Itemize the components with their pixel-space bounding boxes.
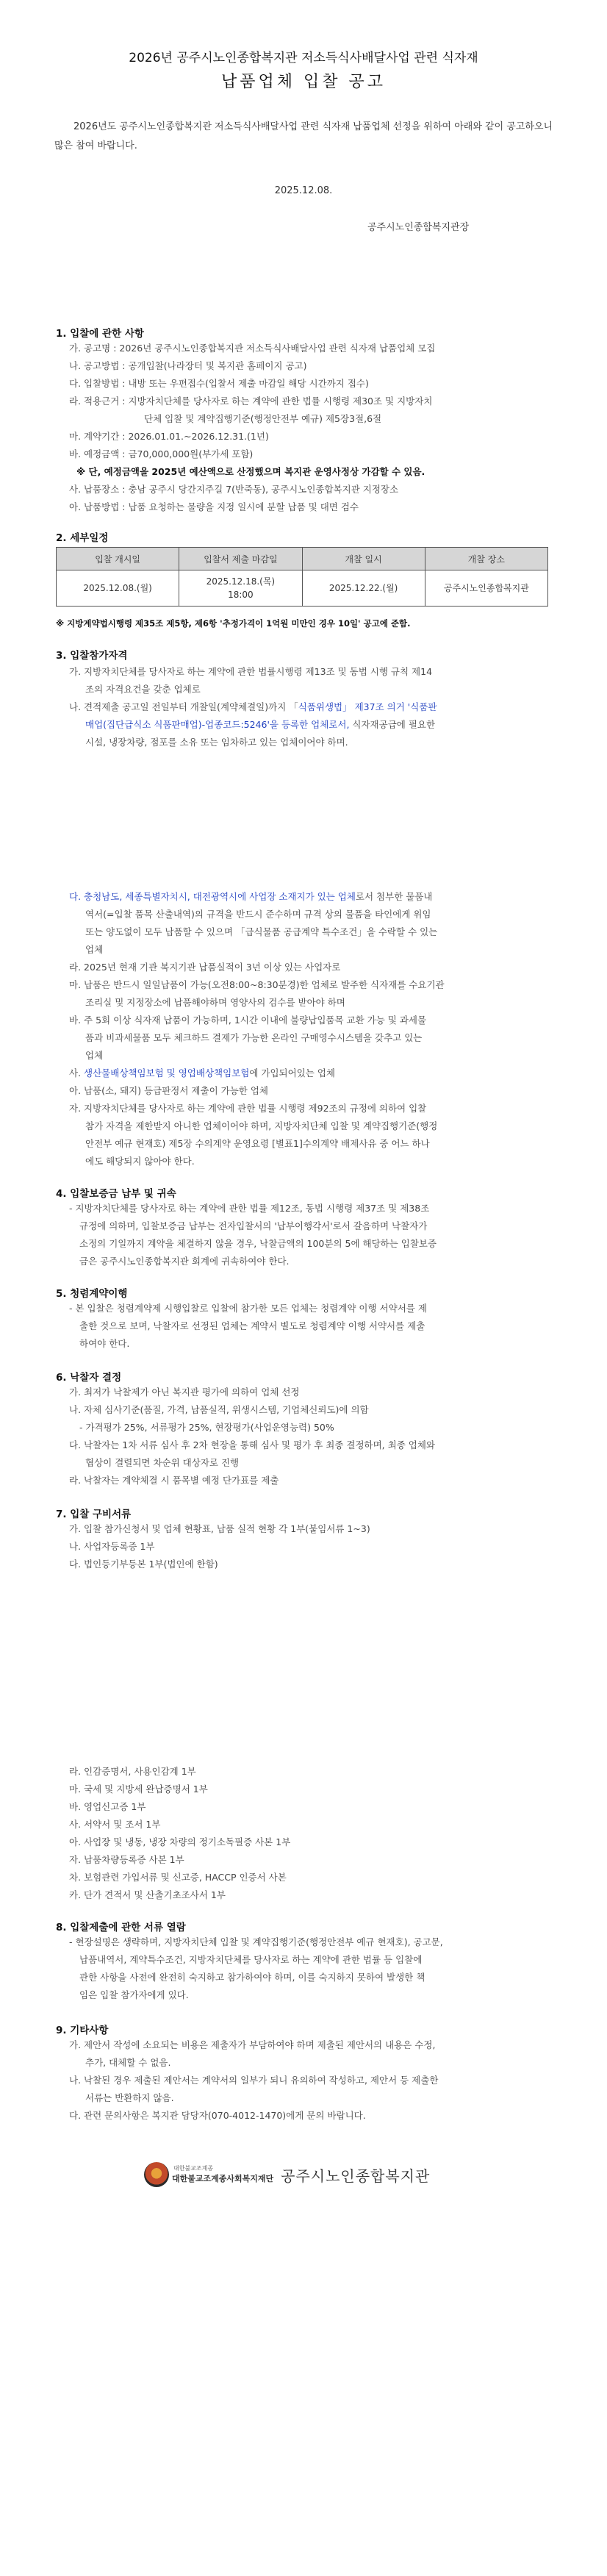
deadline-time: 18:00 [228, 590, 254, 600]
org-name: 공주시노인종합복지관 [281, 2167, 431, 2185]
section-7-heading: 7. 입찰 구비서류 [56, 1509, 132, 1520]
s5-line: 출한 것으로 보며, 낙찰자로 선정된 업체는 계약서 별도로 청렴계약 이행 서약서를 제출 [79, 1320, 425, 1331]
s6-line: 가. 최저가 낙찰제가 아닌 복지관 평가에 의하여 업체 선정 [69, 1387, 300, 1398]
s3-highlight: 다. 충청남도, 세종특별자치시, 대전광역시에 사업장 소재지가 있는 업체 [69, 891, 356, 902]
buddhist-seal-icon [144, 2162, 169, 2187]
s7-line: 바. 영업신고증 1부 [69, 1801, 146, 1812]
schedule-cell: 공주시노인종합복지관 [425, 570, 547, 607]
schedule-cell: 2025.12.22.(월) [302, 570, 425, 607]
schedule-note: ※ 지방계약법시행령 제35조 제5항, 제6항 '추정가격이 1억원 미만인 경우 10일' 공고에 준함. [56, 618, 411, 629]
s3-line: 업체 [85, 944, 104, 955]
s5-line: - 본 입찰은 청렴계약제 시행입찰로 입찰에 참가한 모든 업체는 청렴계약 이행 서약서를 제 [69, 1303, 427, 1314]
s1-line: 단체 입찰 및 계약집행기준(행정안전부 예규) 제5장3절,6절 [144, 413, 382, 424]
s7-line: 가. 입찰 참가신청서 및 업체 현황표, 납품 실적 현황 각 1부(붙임서류 1~3) [69, 1523, 370, 1534]
s1-line: 가. 공고명 : 2026년 공주시노인종합복지관 저소득식사배달사업 관련 식자재 납품업체 모집 [69, 343, 436, 354]
s1-line: 라. 적용근거 : 지방자치단체를 당사자로 하는 계약에 관한 법률 시행령 제30조 및 지방자치 [69, 396, 433, 407]
s4-line: 규정에 의하며, 입찰보증금 납부는 전자입찰서의 '납부이행각서'로서 갈음하며 낙찰자가 [79, 1220, 428, 1231]
s5-line: 하여야 한다. [79, 1338, 130, 1349]
org-sub-small: 대한불교조계종 [173, 2165, 214, 2172]
s8-line: 관한 사항을 사전에 완전히 숙지하고 참가하여야 하며, 이를 숙지하지 못하여 발생한 책 [79, 1972, 425, 1983]
notice-title-line1: 2026년 공주시노인종합복지관 저소득식사배달사업 관련 식자재 [129, 51, 478, 65]
s3-highlight: 매업(집단급식소 식품판매업)-업종코드:5246'을 등록한 업체로서, [85, 719, 350, 730]
schedule-header-cell: 개찰 일시 [302, 548, 425, 570]
s7-line: 아. 사업장 및 냉동, 냉장 차량의 정기소독필증 사본 1부 [69, 1836, 291, 1847]
s6-line: 라. 낙찰자는 계약체결 시 품목별 예정 단가표를 제출 [69, 1475, 279, 1486]
org-foundation-name: 대한불교조계종사회복지재단 [172, 2174, 274, 2183]
s6-line: 다. 낙찰자는 1차 서류 심사 후 2차 현장을 통해 심사 및 평가 후 최종 결정하며, 최종 업체와 [69, 1439, 435, 1450]
s3-line: 안전부 예규 현재호) 제5장 수의계약 운영요령 [별표1]수의계약 배제사유 중 어느 하나 [85, 1138, 430, 1149]
signer: 공주시노인종합복지관장 [367, 222, 470, 233]
s1-line: 나. 공고방법 : 공개입찰(나라장터 및 복지관 홈페이지 공고) [69, 360, 307, 371]
s3-text: 에 가입되어있는 업체 [249, 1067, 335, 1078]
s3-line: 아. 납품(소, 돼지) 등급판정서 제출이 가능한 업체 [69, 1085, 268, 1096]
s3-line: 마. 납품은 반드시 일일납품이 가능(오전8:00~8:30분경)한 업체로 발주한 식자재를 수요기관 [69, 979, 445, 990]
section-5-heading: 5. 청렴계약이행 [56, 1288, 128, 1300]
s8-line: - 현장설명은 생략하며, 지방자치단체 입찰 및 계약집행기준(행정안전부 예규 현재호), 공고문, [69, 1936, 443, 1947]
s3-line [85, 716, 570, 734]
s7-line: 다. 법인등기부등본 1부(법인에 한함) [69, 1559, 218, 1570]
s1-budget-note: ※ 단, 예정금액을 2025년 예산액으로 산정했으며 복지관 운영사정상 가감할 수 있음. [76, 466, 425, 477]
s3-line [69, 698, 554, 716]
s8-line: 납품내역서, 계약특수조건, 지방자치단체를 당사자로 하는 계약에 관한 법률 등 입찰에 [79, 1954, 423, 1965]
s3-line [69, 888, 554, 906]
s1-line: 사. 납품장소 : 충남 공주시 당간지주길 7(반죽동), 공주시노인종합복지관 지정장소 [69, 484, 399, 495]
s7-line: 마. 국세 및 지방세 완납증명서 1부 [69, 1783, 208, 1795]
s3-line: 가. 지방자치단체를 당사자로 하는 계약에 관한 법률시행령 제13조 및 동법 시행 규칙 제14 [69, 666, 433, 677]
schedule-header-cell: 입찰 개시일 [57, 548, 179, 570]
s7-line: 사. 서약서 및 조서 1부 [69, 1819, 161, 1830]
s3-line: 역서(=입찰 품목 산출내역)의 규격을 반드시 준수하며 규격 상의 물품을 타인에게 위임 [85, 909, 431, 920]
s3-line: 시설, 냉장차량, 점포를 소유 또는 임차하고 있는 업체이어야 하며. [85, 737, 348, 748]
intro-text: 2026년도 공주시노인종합복지관 저소득식사배달사업 관련 식자재 납품업체 선정을 위하여 아래와 같이 공고하오니 많은 참여 바랍니다. [54, 121, 553, 151]
s7-line: 차. 보험관련 가입서류 및 신고증, HACCP 인증서 사본 [69, 1872, 287, 1883]
s9-line: 추가, 대체할 수 없음. [85, 2057, 171, 2068]
section-6-heading: 6. 낙찰자 결정 [56, 1372, 122, 1384]
schedule-cell [179, 570, 302, 607]
section-4-heading: 4. 입찰보증금 납부 및 귀속 [56, 1188, 176, 1200]
section-1-heading: 1. 입찰에 관한 사항 [56, 328, 144, 340]
s1-line: 아. 납품방법 : 납품 요청하는 물량을 지정 일시에 분할 납품 및 대면 검수 [69, 501, 359, 512]
s3-line: 업체 [85, 1050, 104, 1061]
s9-line: 다. 관련 문의사항은 복지관 담당자(070-4012-1470)에게 문의 바랍니다. [69, 2110, 366, 2121]
s7-line: 라. 인감증명서, 사용인감계 1부 [69, 1766, 196, 1777]
s3-highlight: 식품위생법」 제37조 의거 '식품판 [298, 701, 437, 712]
schedule-header-row [57, 548, 548, 570]
s9-line: 나. 낙찰된 경우 제출된 제안서는 계약서의 일부가 되니 유의하여 작성하고, 제안서 등 제출한 [69, 2075, 439, 2086]
s3-line: 참가 자격을 제한받지 아니한 업체이어야 하며, 지방자치단체 입찰 및 계약집행기준(행정 [85, 1120, 438, 1131]
notice-title-line2: 납품업체 입찰 공고 [220, 73, 386, 91]
s3-text: 나. 견적제출 공고일 전일부터 개찰일(계약체결일)까지 「 [69, 701, 298, 712]
schedule-cell: 2025.12.08.(월) [57, 570, 179, 607]
s3-line: 조리실 및 지정장소에 납품해야하며 영양사의 검수를 받아야 하며 [85, 997, 345, 1008]
schedule-row [57, 570, 548, 607]
s1-line: 다. 입찰방법 : 내방 또는 우편접수(입찰서 제출 마감일 해당 시간까지 접수) [69, 378, 369, 389]
s9-line: 가. 제안서 작성에 소요되는 비용은 제출자가 부담하여야 하며 제출된 제안서의 내용은 수정, [69, 2039, 436, 2050]
schedule-header-cell: 입찰서 제출 마감일 [179, 548, 302, 570]
s3-text: 사. [69, 1067, 85, 1078]
s8-line: 임은 입찰 참가자에게 있다. [79, 1989, 189, 2000]
s3-text: 식자재공급에 필요한 [349, 719, 436, 730]
section-9-heading: 9. 기타사항 [56, 2025, 109, 2036]
section-3-heading: 3. 입찰참가자격 [56, 650, 128, 662]
s7-line: 자. 납품차량등록증 사본 1부 [69, 1854, 184, 1865]
s3-line: 라. 2025년 현재 기관 복지기관 납품실적이 3년 이상 있는 사업자로 [69, 962, 341, 973]
deadline-date: 2025.12.18.(목) [206, 576, 276, 587]
s9-line: 서류는 반환하지 않음. [85, 2092, 174, 2103]
s3-line: 또는 양도없이 모두 납품할 수 있으며 「급식물품 공급계약 특수조건」을 수락할 수 있는 [85, 926, 438, 937]
s1-line: 바. 예정금액 : 금70,000,000원(부가세 포함) [69, 448, 254, 459]
s3-line [69, 1065, 554, 1082]
s7-line: 카. 단가 견적서 및 산출기초조사서 1부 [69, 1889, 226, 1900]
s4-line: - 지방자치단체를 당사자로 하는 계약에 관한 법률 제12조, 동법 시행령 제37조 및 제38조 [69, 1203, 430, 1214]
s3-line: 에도 해당되지 않아야 한다. [85, 1156, 195, 1167]
schedule-table [56, 547, 548, 607]
section-2-heading: 2. 세부일정 [56, 532, 109, 544]
org-logo [144, 2154, 467, 2195]
s6-line: 나. 자체 심사기준(품질, 가격, 납품실적, 위생시스템, 기업체신뢰도)에 의함 [69, 1404, 369, 1415]
s3-text: 로서 첨부한 물품내 [355, 891, 433, 902]
s6-line: - 가격평가 25%, 서류평가 25%, 현장평가(사업운영능력) 50% [79, 1422, 334, 1433]
s3-line: 품과 비과세물품 모두 체크하드 결제가 가능한 온라인 구매영수시스템을 갖추고 있는 [85, 1032, 423, 1043]
notice-date: 2025.12.08. [274, 185, 333, 196]
s3-line: 바. 주 5회 이상 식자재 납품이 가능하며, 1시간 이내에 불량납입품목 교환 가능 및 과세물 [69, 1015, 427, 1026]
s3-line: 자. 지방자치단체를 당사자로 하는 계약에 관한 법률 시행령 제92조의 규정에 의하여 입찰 [69, 1103, 427, 1114]
s1-line: 마. 계약기간 : 2026.01.01.~2026.12.31.(1년) [69, 431, 269, 442]
section-8-heading: 8. 입찰제출에 관한 서류 열람 [56, 1922, 186, 1933]
s6-line: 협상이 결렬되면 차순위 대상자로 진행 [85, 1457, 240, 1468]
s3-line: 조의 자격요건을 갖춘 업체로 [85, 684, 201, 695]
s3-highlight: 생산물배상책임보험 및 영업배상책임보험 [84, 1067, 250, 1078]
schedule-header-cell: 개찰 장소 [425, 548, 547, 570]
s7-line: 나. 사업자등록증 1부 [69, 1541, 155, 1552]
s4-line: 금은 공주시노인종합복지관 회계에 귀속하여야 한다. [79, 1256, 290, 1267]
org-sub-block [169, 2165, 273, 2184]
s4-line: 소정의 기일까지 계약을 체결하지 않을 경우, 낙찰금액의 100분의 5에 해당하는 입찰보증 [79, 1238, 437, 1249]
